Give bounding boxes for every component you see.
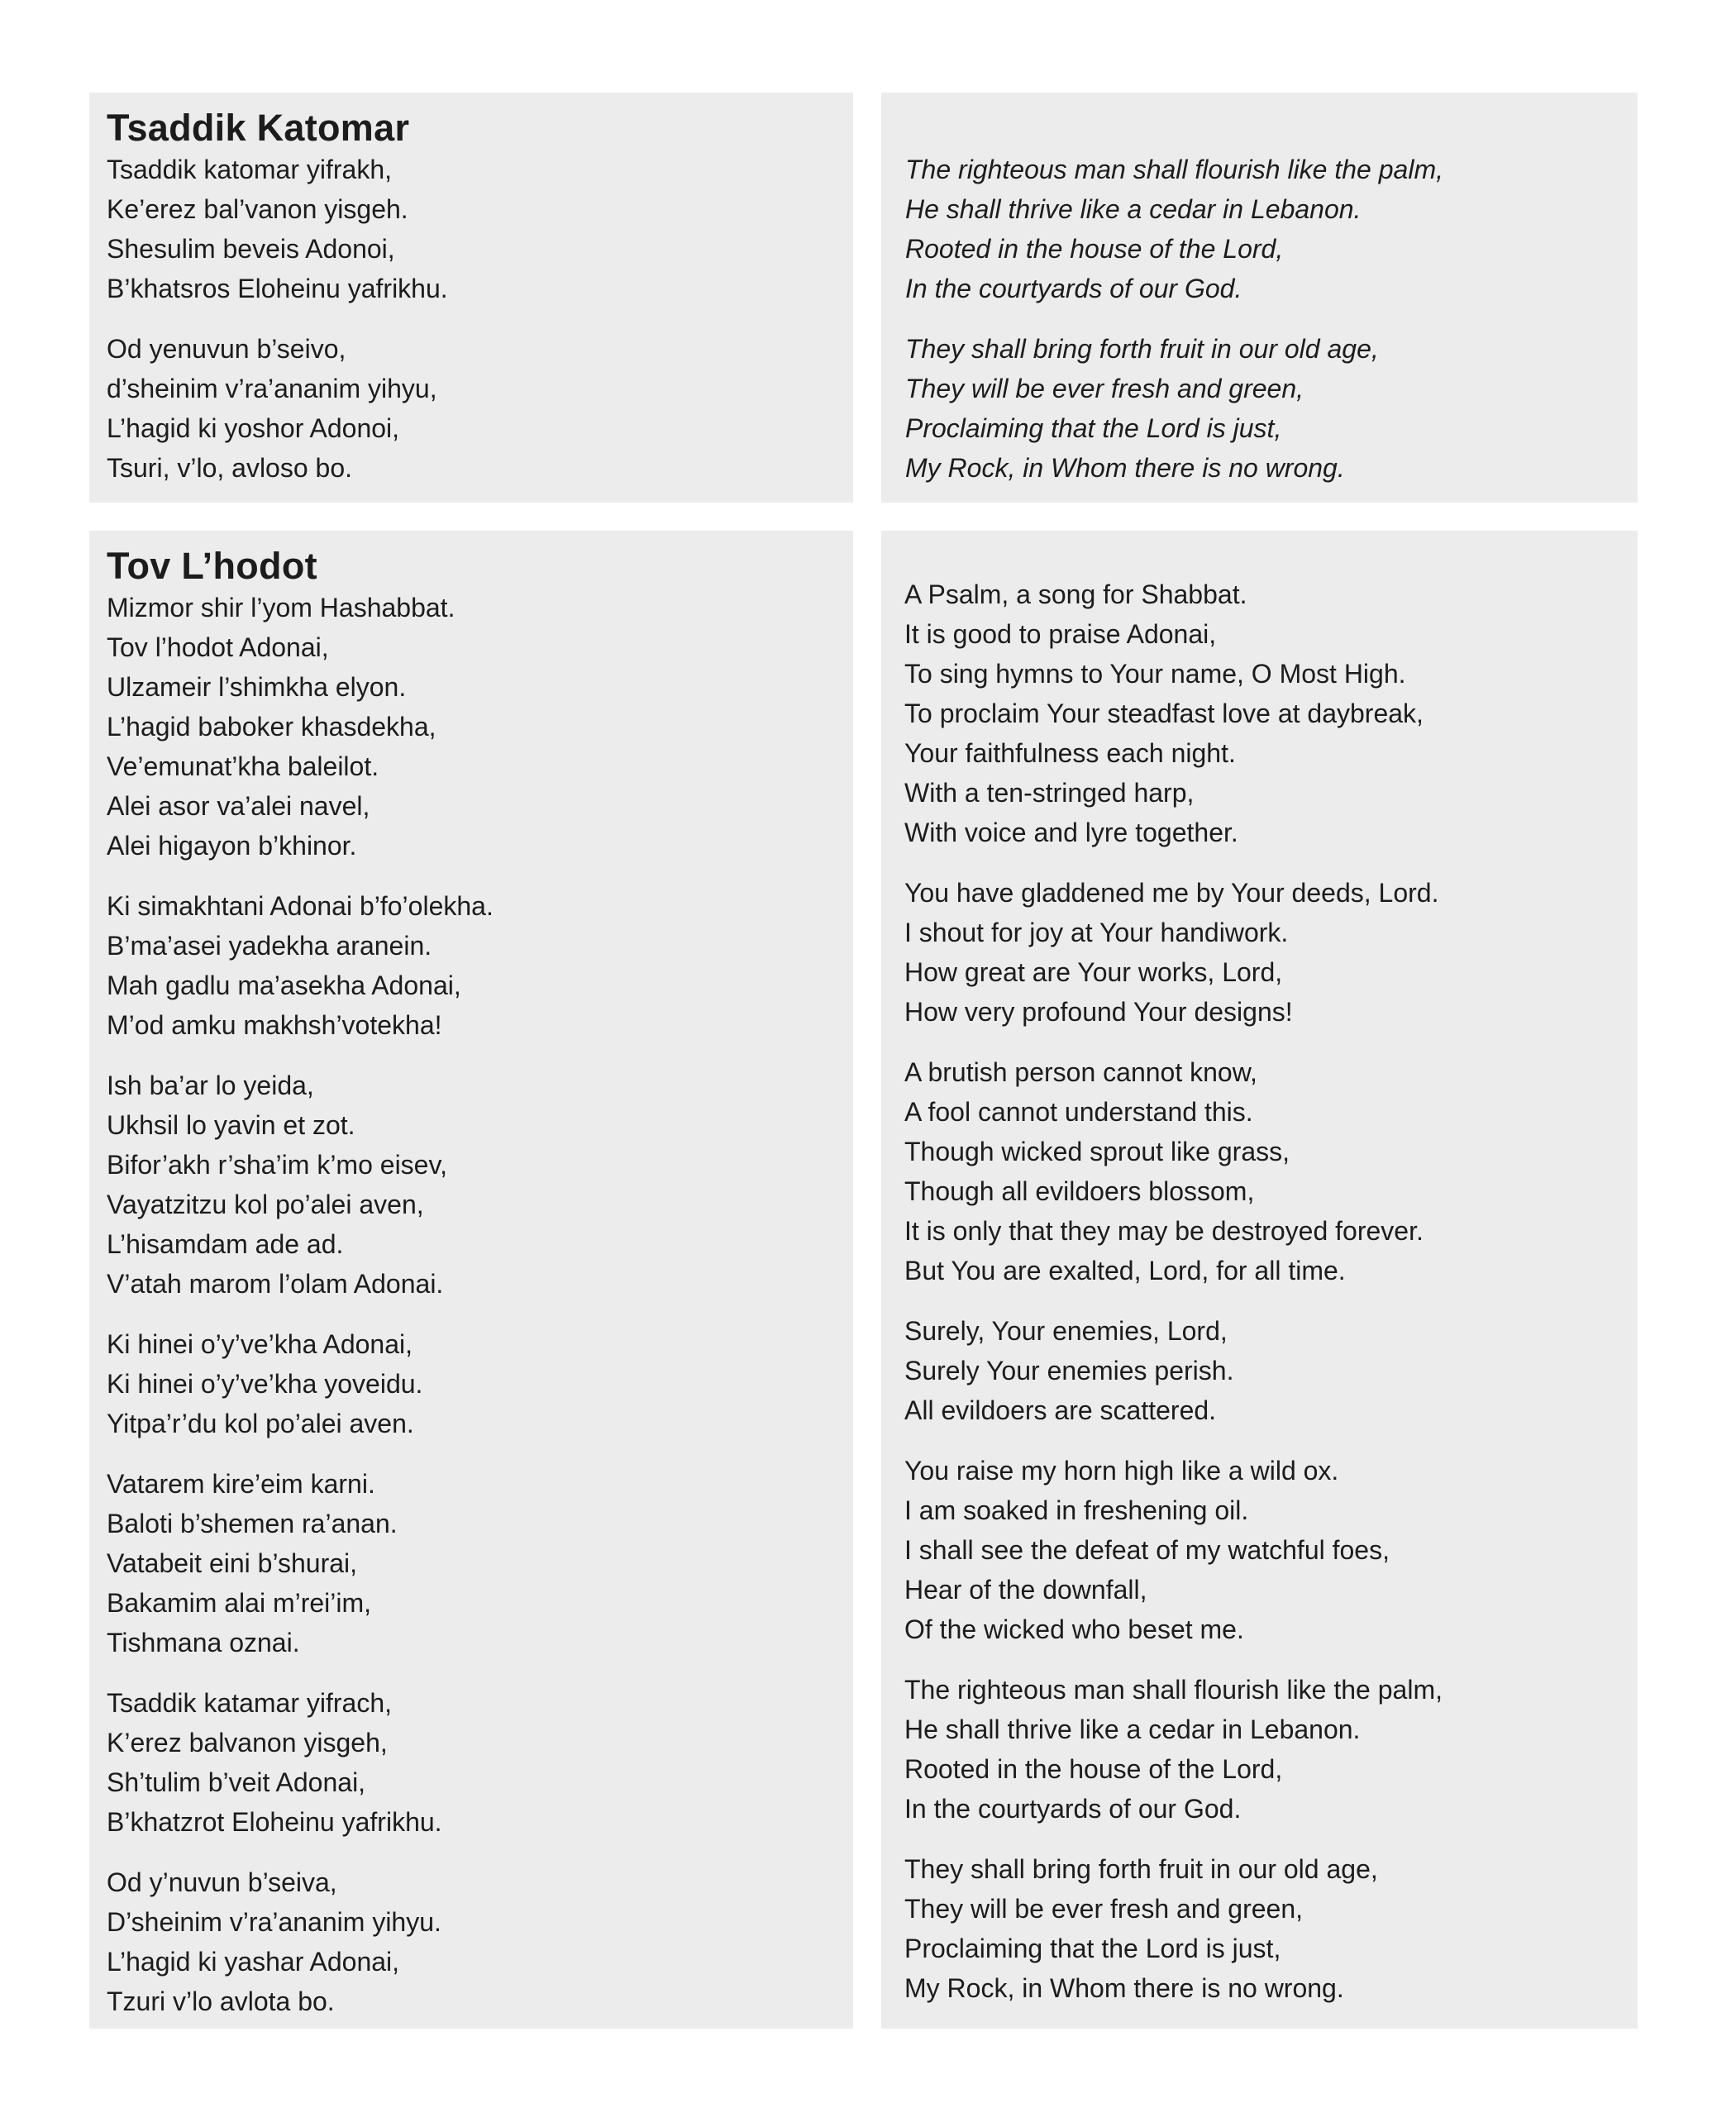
verse-line: D’sheinim v’ra’ananim yihyu. <box>107 1907 441 1937</box>
verse-line: They will be ever fresh and green, <box>905 374 1304 403</box>
verse-line: Ke’erez bal’vanon yisgeh. <box>107 194 408 224</box>
verse-line: Od y’nuvun b’seiva, <box>107 1867 337 1897</box>
verse-line: Though wicked sprout like grass, <box>904 1137 1290 1166</box>
verse-line: Bakamim alai m’rei’im, <box>107 1588 372 1618</box>
section-title: Tsaddik Katomar <box>107 107 410 149</box>
verse-line: With a ten-stringed harp, <box>904 778 1195 808</box>
verse-line: Tzuri v’lo avlota bo. <box>107 1986 335 2016</box>
verse-line: Hear of the downfall, <box>904 1575 1147 1605</box>
verse-line: Rooted in the house of the Lord, <box>905 234 1284 264</box>
verse-line: Rooted in the house of the Lord, <box>904 1754 1283 1784</box>
stanza <box>904 1670 1638 1829</box>
verse-line: Of the wicked who beset me. <box>904 1614 1244 1644</box>
verse-line: Ki hinei o’y’ve’kha Adonai, <box>107 1329 413 1359</box>
stanza <box>107 1324 853 1443</box>
verse-line: L’hisamdam ade ad. <box>107 1229 344 1259</box>
verse-line: Yitpa’r’du kol po’alei aven. <box>107 1409 414 1438</box>
verse-line: I shall see the defeat of my watchful foes, <box>904 1535 1390 1565</box>
verse-line: Mizmor shir l’yom Hashabbat. <box>107 593 455 622</box>
verse-line: Tsaddik katamar yifrach, <box>107 1688 393 1718</box>
verse-line: Surely Your enemies perish. <box>904 1356 1234 1385</box>
verse-line: In the courtyards of our God. <box>904 1794 1242 1824</box>
verse-line: Ukhsil lo yavin et zot. <box>107 1110 355 1140</box>
verse-line: To sing hymns to Your name, O Most High. <box>904 659 1406 689</box>
stanza <box>905 329 1638 488</box>
stanza <box>904 1849 1638 2008</box>
verse-line: Ish ba’ar lo yeida, <box>107 1071 314 1100</box>
tsaddik-katomar-translation-panel <box>881 93 1638 503</box>
verse-line: K’erez balvanon yisgeh, <box>107 1728 388 1757</box>
verse-line: L’hagid baboker khasdekha, <box>107 712 436 742</box>
verse-line: I shout for joy at Your handiwork. <box>904 918 1289 947</box>
verse-line: Though all evildoers blossom, <box>904 1176 1255 1206</box>
stanza <box>904 1052 1638 1290</box>
transliteration-stanzas <box>107 588 853 2021</box>
verse-line: They shall bring forth fruit in our old age, <box>905 334 1379 364</box>
verse-line: He shall thrive like a cedar in Lebanon. <box>904 1715 1361 1744</box>
verse-line: B’khatsros Eloheinu yafrikhu. <box>107 274 448 303</box>
verse-line: Proclaiming that the Lord is just, <box>905 413 1282 443</box>
verse-line: Od yenuvun b’seivo, <box>107 334 346 364</box>
verse-line: You have gladdened me by Your deeds, Lord. <box>904 878 1439 908</box>
verse-line: Vayatzitzu kol po’alei aven, <box>107 1190 424 1219</box>
verse-line: Proclaiming that the Lord is just, <box>904 1934 1281 1963</box>
stanza <box>904 1451 1638 1649</box>
stanza <box>107 886 853 1045</box>
verse-line: In the courtyards of our God. <box>905 274 1242 303</box>
stanza <box>107 1464 853 1662</box>
verse-line: My Rock, in Whom there is no wrong. <box>905 453 1345 483</box>
verse-line: All evildoers are scattered. <box>904 1395 1217 1425</box>
verse-line: Tsaddik katomar yifrakh, <box>107 155 393 184</box>
verse-line: To proclaim Your steadfast love at daybreak, <box>904 699 1424 728</box>
verse-line: Tsuri, v’lo, avloso bo. <box>107 453 353 483</box>
stanza <box>905 150 1638 308</box>
verse-line: They shall bring forth fruit in our old age, <box>904 1854 1378 1884</box>
translation-stanzas <box>904 575 1638 2008</box>
stanza <box>107 329 853 488</box>
verse-line: You raise my horn high like a wild ox. <box>904 1456 1339 1486</box>
stanza <box>904 873 1638 1032</box>
verse-line: But You are exalted, Lord, for all time. <box>904 1256 1346 1285</box>
verse-line: He shall thrive like a cedar in Lebanon. <box>905 194 1362 224</box>
translation-stanzas <box>905 150 1638 488</box>
verse-line: How great are Your works, Lord, <box>904 957 1283 987</box>
verse-line: V’atah marom l’olam Adonai. <box>107 1269 444 1299</box>
tov-lhodot-translation-panel <box>881 531 1638 2029</box>
verse-line: L’hagid ki yashar Adonai, <box>107 1947 400 1977</box>
verse-line: Bifor’akh r’sha’im k’mo eisev, <box>107 1150 447 1180</box>
verse-line: I am soaked in freshening oil. <box>904 1495 1249 1525</box>
verse-line: Ulzameir l’shimkha elyon. <box>107 672 407 702</box>
verse-line: Shesulim beveis Adonoi, <box>107 234 395 264</box>
verse-line: Alei asor va’alei navel, <box>107 791 370 821</box>
verse-line: It is only that they may be destroyed forever. <box>904 1216 1424 1246</box>
verse-line: L’hagid ki yoshor Adonoi, <box>107 413 400 443</box>
verse-line: Ve’emunat’kha baleilot. <box>107 751 379 781</box>
verse-line: Your faithfulness each night. <box>904 738 1236 768</box>
verse-line: A fool cannot understand this. <box>904 1097 1253 1127</box>
verse-line: Tishmana oznai. <box>107 1628 300 1657</box>
verse-line: It is good to praise Adonai, <box>904 619 1217 649</box>
verse-line: Vatarem kire’eim karni. <box>107 1469 375 1499</box>
verse-line: A brutish person cannot know, <box>904 1057 1257 1087</box>
verse-line: B’ma’asei yadekha aranein. <box>107 931 432 961</box>
stanza <box>107 1862 853 2021</box>
verse-line: M’od amku makhsh’votekha! <box>107 1010 442 1040</box>
verse-line: d’sheinim v’ra’ananim yihyu, <box>107 374 437 403</box>
verse-line: Alei higayon b’khinor. <box>107 831 357 861</box>
stanza <box>107 1683 853 1842</box>
section-title: Tov L’hodot <box>107 545 317 587</box>
verse-line: The righteous man shall flourish like the palm, <box>904 1675 1443 1705</box>
verse-line: Ki simakhtani Adonai b’fo’olekha. <box>107 891 494 921</box>
stanza <box>107 1066 853 1304</box>
stanza <box>904 575 1638 852</box>
verse-line: Vatabeit eini b’shurai, <box>107 1548 358 1578</box>
verse-line: Surely, Your enemies, Lord, <box>904 1316 1228 1346</box>
verse-line: They will be ever fresh and green, <box>904 1894 1304 1924</box>
verse-line: The righteous man shall flourish like the palm, <box>905 155 1443 184</box>
verse-line: Sh’tulim b’veit Adonai, <box>107 1767 366 1797</box>
verse-line: Mah gadlu ma’asekha Adonai, <box>107 971 461 1000</box>
tov-lhodot-transliteration-panel <box>89 531 853 2029</box>
verse-line: Tov l’hodot Adonai, <box>107 632 329 662</box>
verse-line: Baloti b’shemen ra’anan. <box>107 1509 398 1538</box>
verse-line: How very profound Your designs! <box>904 997 1293 1027</box>
stanza <box>107 588 853 866</box>
verse-line: B’khatzrot Eloheinu yafrikhu. <box>107 1807 442 1837</box>
tsaddik-katomar-transliteration-panel <box>89 93 853 503</box>
stanza <box>904 1311 1638 1430</box>
verse-line: My Rock, in Whom there is no wrong. <box>904 1973 1344 2003</box>
verse-line: A Psalm, a song for Shabbat. <box>904 579 1247 609</box>
stanza <box>107 150 853 308</box>
transliteration-stanzas <box>107 150 853 488</box>
verse-line: With voice and lyre together. <box>904 818 1238 847</box>
verse-line: Ki hinei o’y’ve’kha yoveidu. <box>107 1369 423 1399</box>
